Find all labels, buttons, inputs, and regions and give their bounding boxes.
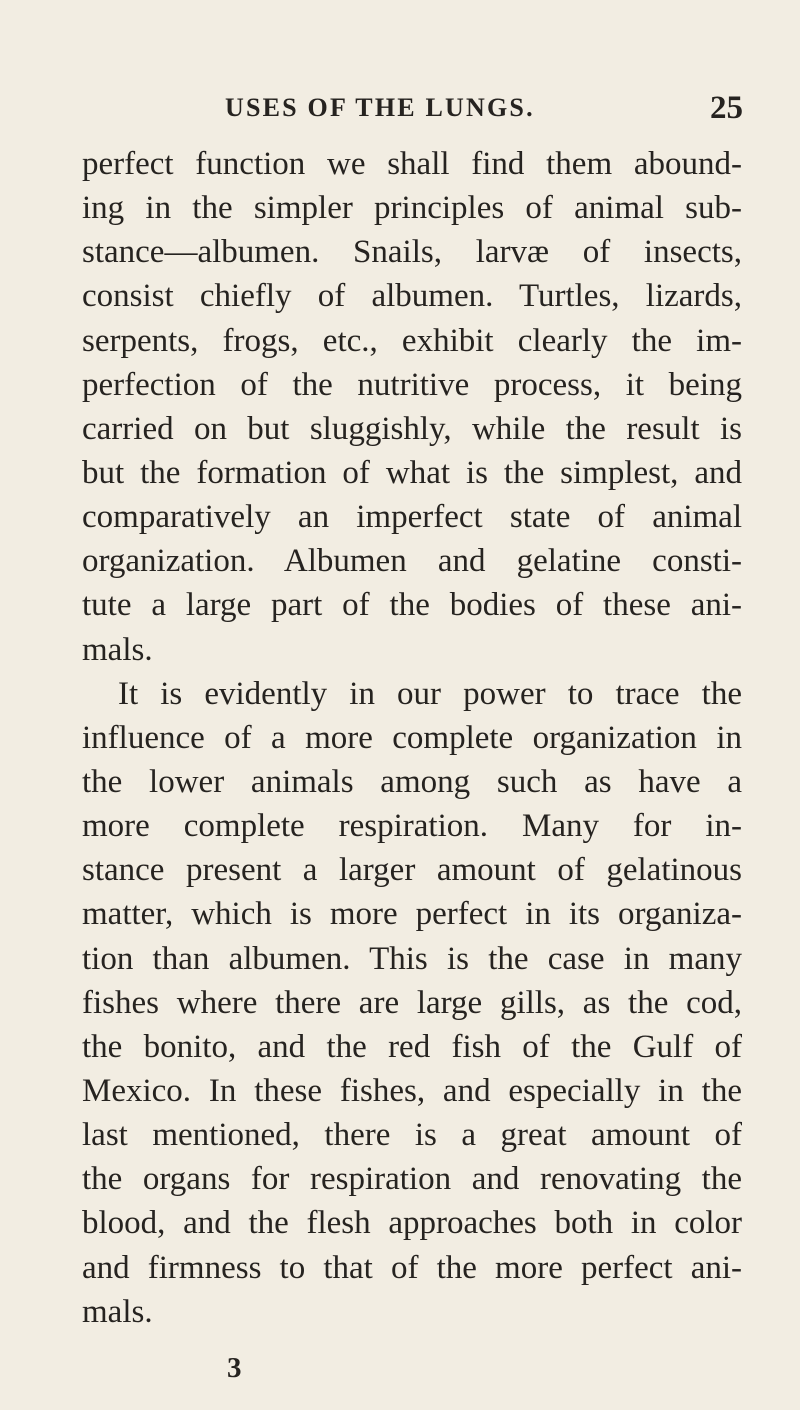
text-line: influence of a more complete organization in	[82, 719, 742, 756]
text-line: tion than albumen. This is the case in many	[82, 940, 742, 977]
text-line: the organs for respiration and renovating the	[82, 1161, 742, 1198]
text-line: mals.	[82, 1293, 153, 1330]
text-line: ing in the simpler principles of animal sub-	[82, 190, 742, 227]
page-number: 25	[710, 90, 743, 126]
running-head	[225, 86, 743, 130]
text-line: serpents, frogs, etc., exhibit clearly the im-	[82, 322, 742, 359]
text-line: perfection of the nutritive process, it being	[82, 366, 742, 403]
text-line: comparatively an imperfect state of animal	[82, 499, 742, 536]
text-line: the lower animals among such as have a	[82, 763, 742, 800]
text-line: stance—albumen. Snails, larvæ of insects,	[82, 234, 742, 271]
text-line: but the formation of what is the simplest, and	[82, 454, 742, 491]
text-line: tute a large part of the bodies of these ani-	[82, 587, 742, 624]
text-line: and firmness to that of the more perfect ani-	[82, 1249, 742, 1286]
text-line: Mexico. In these fishes, and especially in the	[82, 1072, 742, 1109]
body-text	[82, 142, 742, 1334]
text-line: organization. Albumen and gelatine consti-	[82, 543, 742, 580]
text-line: more complete respiration. Many for in-	[82, 808, 742, 845]
text-line: carried on but sluggishly, while the result is	[82, 410, 742, 447]
text-line: blood, and the flesh approaches both in color	[82, 1205, 742, 1242]
text-line: perfect function we shall find them abound-	[82, 146, 742, 182]
text-line: the bonito, and the red fish of the Gulf of	[82, 1028, 742, 1065]
text-line: stance present a larger amount of gelatinous	[82, 852, 742, 889]
text-line: It is evidently in our power to trace the	[118, 675, 742, 712]
text-line: fishes where there are large gills, as the cod,	[82, 984, 742, 1021]
text-line: consist chiefly of albumen. Turtles, lizards,	[82, 278, 742, 315]
signature-mark: 3	[227, 1352, 242, 1384]
text-line: last mentioned, there is a great amount of	[82, 1117, 742, 1154]
text-line: mals.	[82, 631, 153, 668]
running-title: USES OF THE LUNGS.	[225, 93, 535, 122]
text-line: matter, which is more perfect in its organiza-	[82, 896, 742, 933]
paragraph-2	[82, 672, 742, 1334]
paragraph-1	[82, 142, 742, 672]
